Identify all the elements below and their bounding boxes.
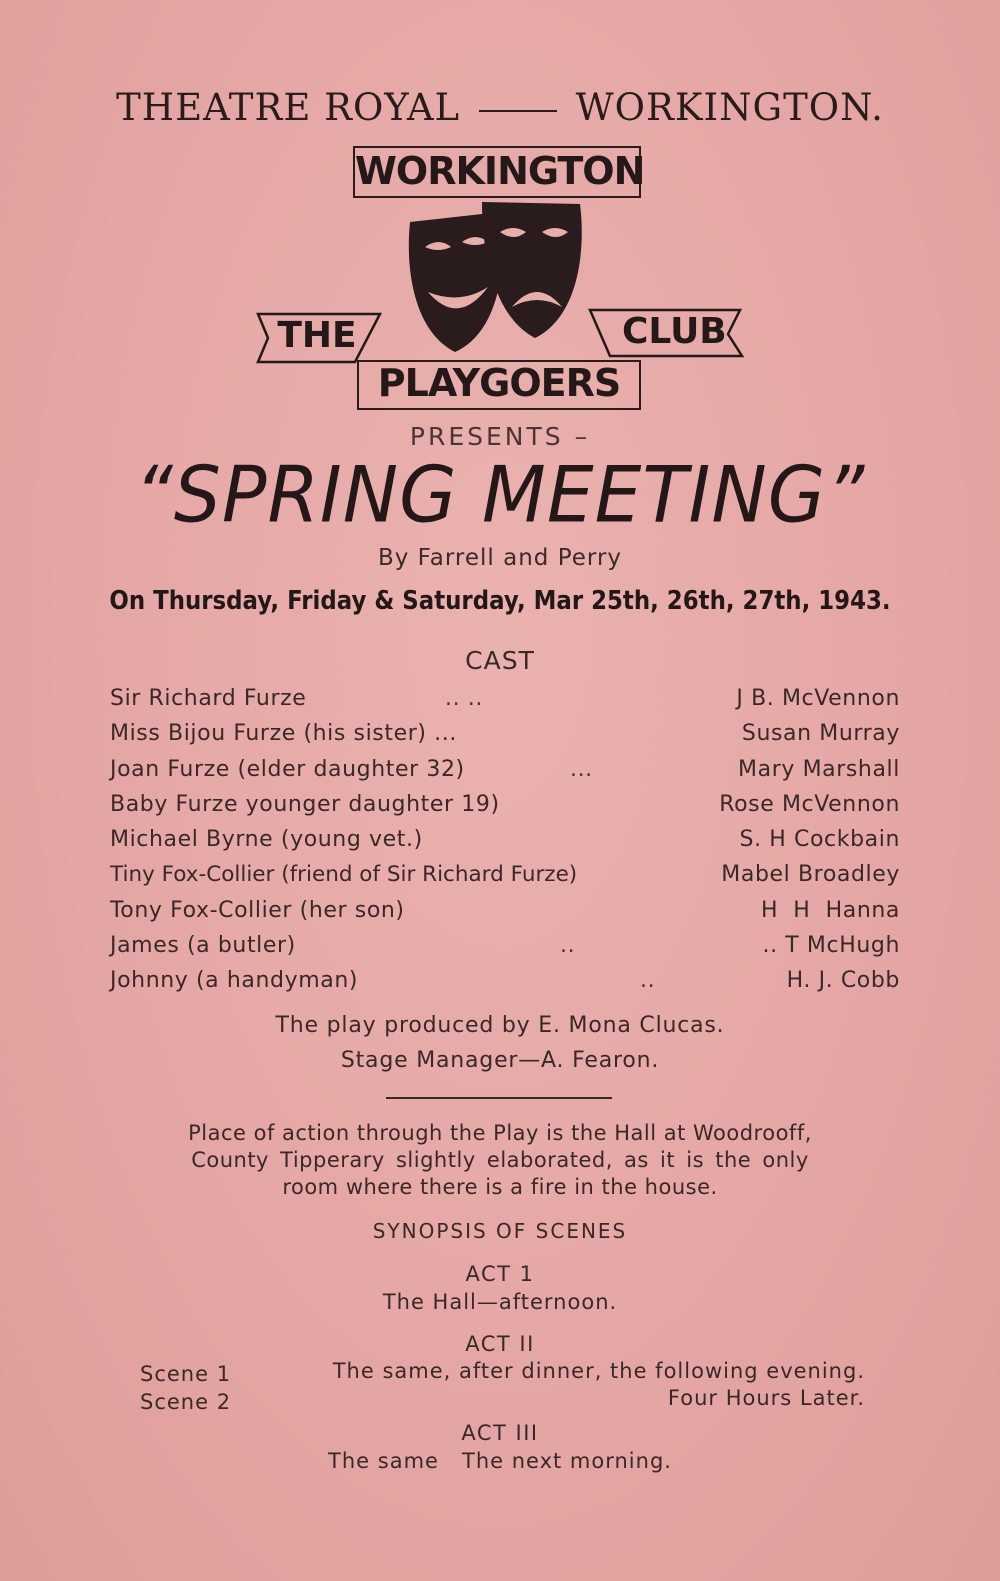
venue-name: THEATRE ROYAL — [116, 86, 461, 129]
act2-scene2-label: Scene 2 — [140, 1390, 232, 1414]
cast-role: Joan Furze (elder daughter 32) — [110, 756, 465, 782]
act1-heading: ACT 1 — [465, 1262, 535, 1286]
cast-actor: J B. McVennon — [736, 686, 900, 711]
cast-actor: Rose McVennon — [719, 791, 900, 817]
cast-actor: Mary Marshall — [738, 756, 900, 782]
playgoers-club-logo — [250, 142, 750, 412]
cast-dots: ... — [570, 756, 593, 782]
logo-left-word: THE — [277, 315, 357, 356]
cast-actor: .. T McHugh — [762, 933, 900, 959]
cast-actor: H. J. Cobb — [786, 968, 900, 994]
place-line: County Tipperary slightly elaborated, as it is the only — [191, 1148, 809, 1172]
cast-role: Baby Furze younger daughter 19) — [110, 791, 500, 817]
cast-role: James (a butler) — [110, 933, 296, 959]
play-authors: By Farrell and Perry — [377, 545, 623, 571]
cast-actor: H H Hanna — [760, 897, 900, 923]
cast-row — [110, 968, 900, 1003]
producer-credit: The play produced by E. Mona Clucas. — [275, 1013, 725, 1038]
cast-row — [110, 721, 900, 756]
logo-top-word: WORKINGTON — [353, 146, 641, 198]
act3-heading: ACT III — [461, 1421, 539, 1445]
logo-right-word: CLUB — [622, 311, 727, 352]
cast-heading: CAST — [465, 646, 535, 675]
divider — [386, 1097, 612, 1099]
act2-scene1-label: Scene 1 — [140, 1362, 232, 1386]
act3-description: The same The next morning. — [328, 1449, 672, 1473]
cast-row — [110, 898, 900, 933]
cast-role: Johnny (a handyman) — [110, 968, 359, 994]
place-line: room where there is a fire in the house. — [282, 1175, 718, 1199]
cast-row — [110, 686, 900, 721]
place-of-action — [135, 1120, 865, 1201]
act2-heading: ACT II — [465, 1332, 535, 1356]
cast-actor: Mabel Broadley — [721, 862, 900, 888]
venue-town: WORKINGTON. — [575, 86, 884, 129]
cast-role: Sir Richard Furze — [110, 686, 307, 711]
synopsis-heading: SYNOPSIS OF SCENES — [372, 1219, 628, 1243]
stage-manager-credit: Stage Manager—A. Fearon. — [340, 1048, 660, 1073]
act2-scene1-description: The same, after dinner, the following evening. — [332, 1359, 865, 1383]
logo-bottom-word: PLAYGOERS — [357, 360, 641, 410]
cast-role: Tony Fox-Collier (her son) — [110, 897, 405, 923]
cast-actor: Susan Murray — [741, 721, 900, 747]
performance-dates: On Thursday, Friday & Saturday, Mar 25th, 26th, 27th, 1943. — [109, 586, 891, 616]
act2-scene2-description: Four Hours Later. — [667, 1386, 865, 1410]
cast-row — [110, 757, 900, 792]
cast-role: Tiny Fox-Collier (friend of Sir Richard Furze) — [110, 862, 578, 888]
cast-row — [110, 933, 900, 968]
act1-description: The Hall—afternoon. — [382, 1290, 618, 1314]
cast-actor: S. H Cockbain — [739, 827, 900, 853]
cast-list — [110, 686, 900, 1004]
place-line: Place of action through the Play is the Hall at Woodrooff, — [188, 1121, 812, 1145]
play-title: “SPRING MEETING” — [134, 449, 866, 541]
cast-dots: .. — [560, 933, 576, 959]
presents-label: PRESENTS – — [409, 422, 591, 451]
cast-role: Miss Bijou Furze (his sister) ... — [110, 721, 457, 747]
cast-dots: .. — [640, 968, 656, 994]
cast-row — [110, 827, 900, 862]
cast-row — [110, 792, 900, 827]
venue-dash — [479, 110, 557, 112]
venue-heading — [0, 86, 1000, 129]
cast-role: Michael Byrne (young vet.) — [110, 827, 423, 853]
cast-dots: .. .. — [445, 686, 483, 711]
cast-row — [110, 862, 900, 897]
